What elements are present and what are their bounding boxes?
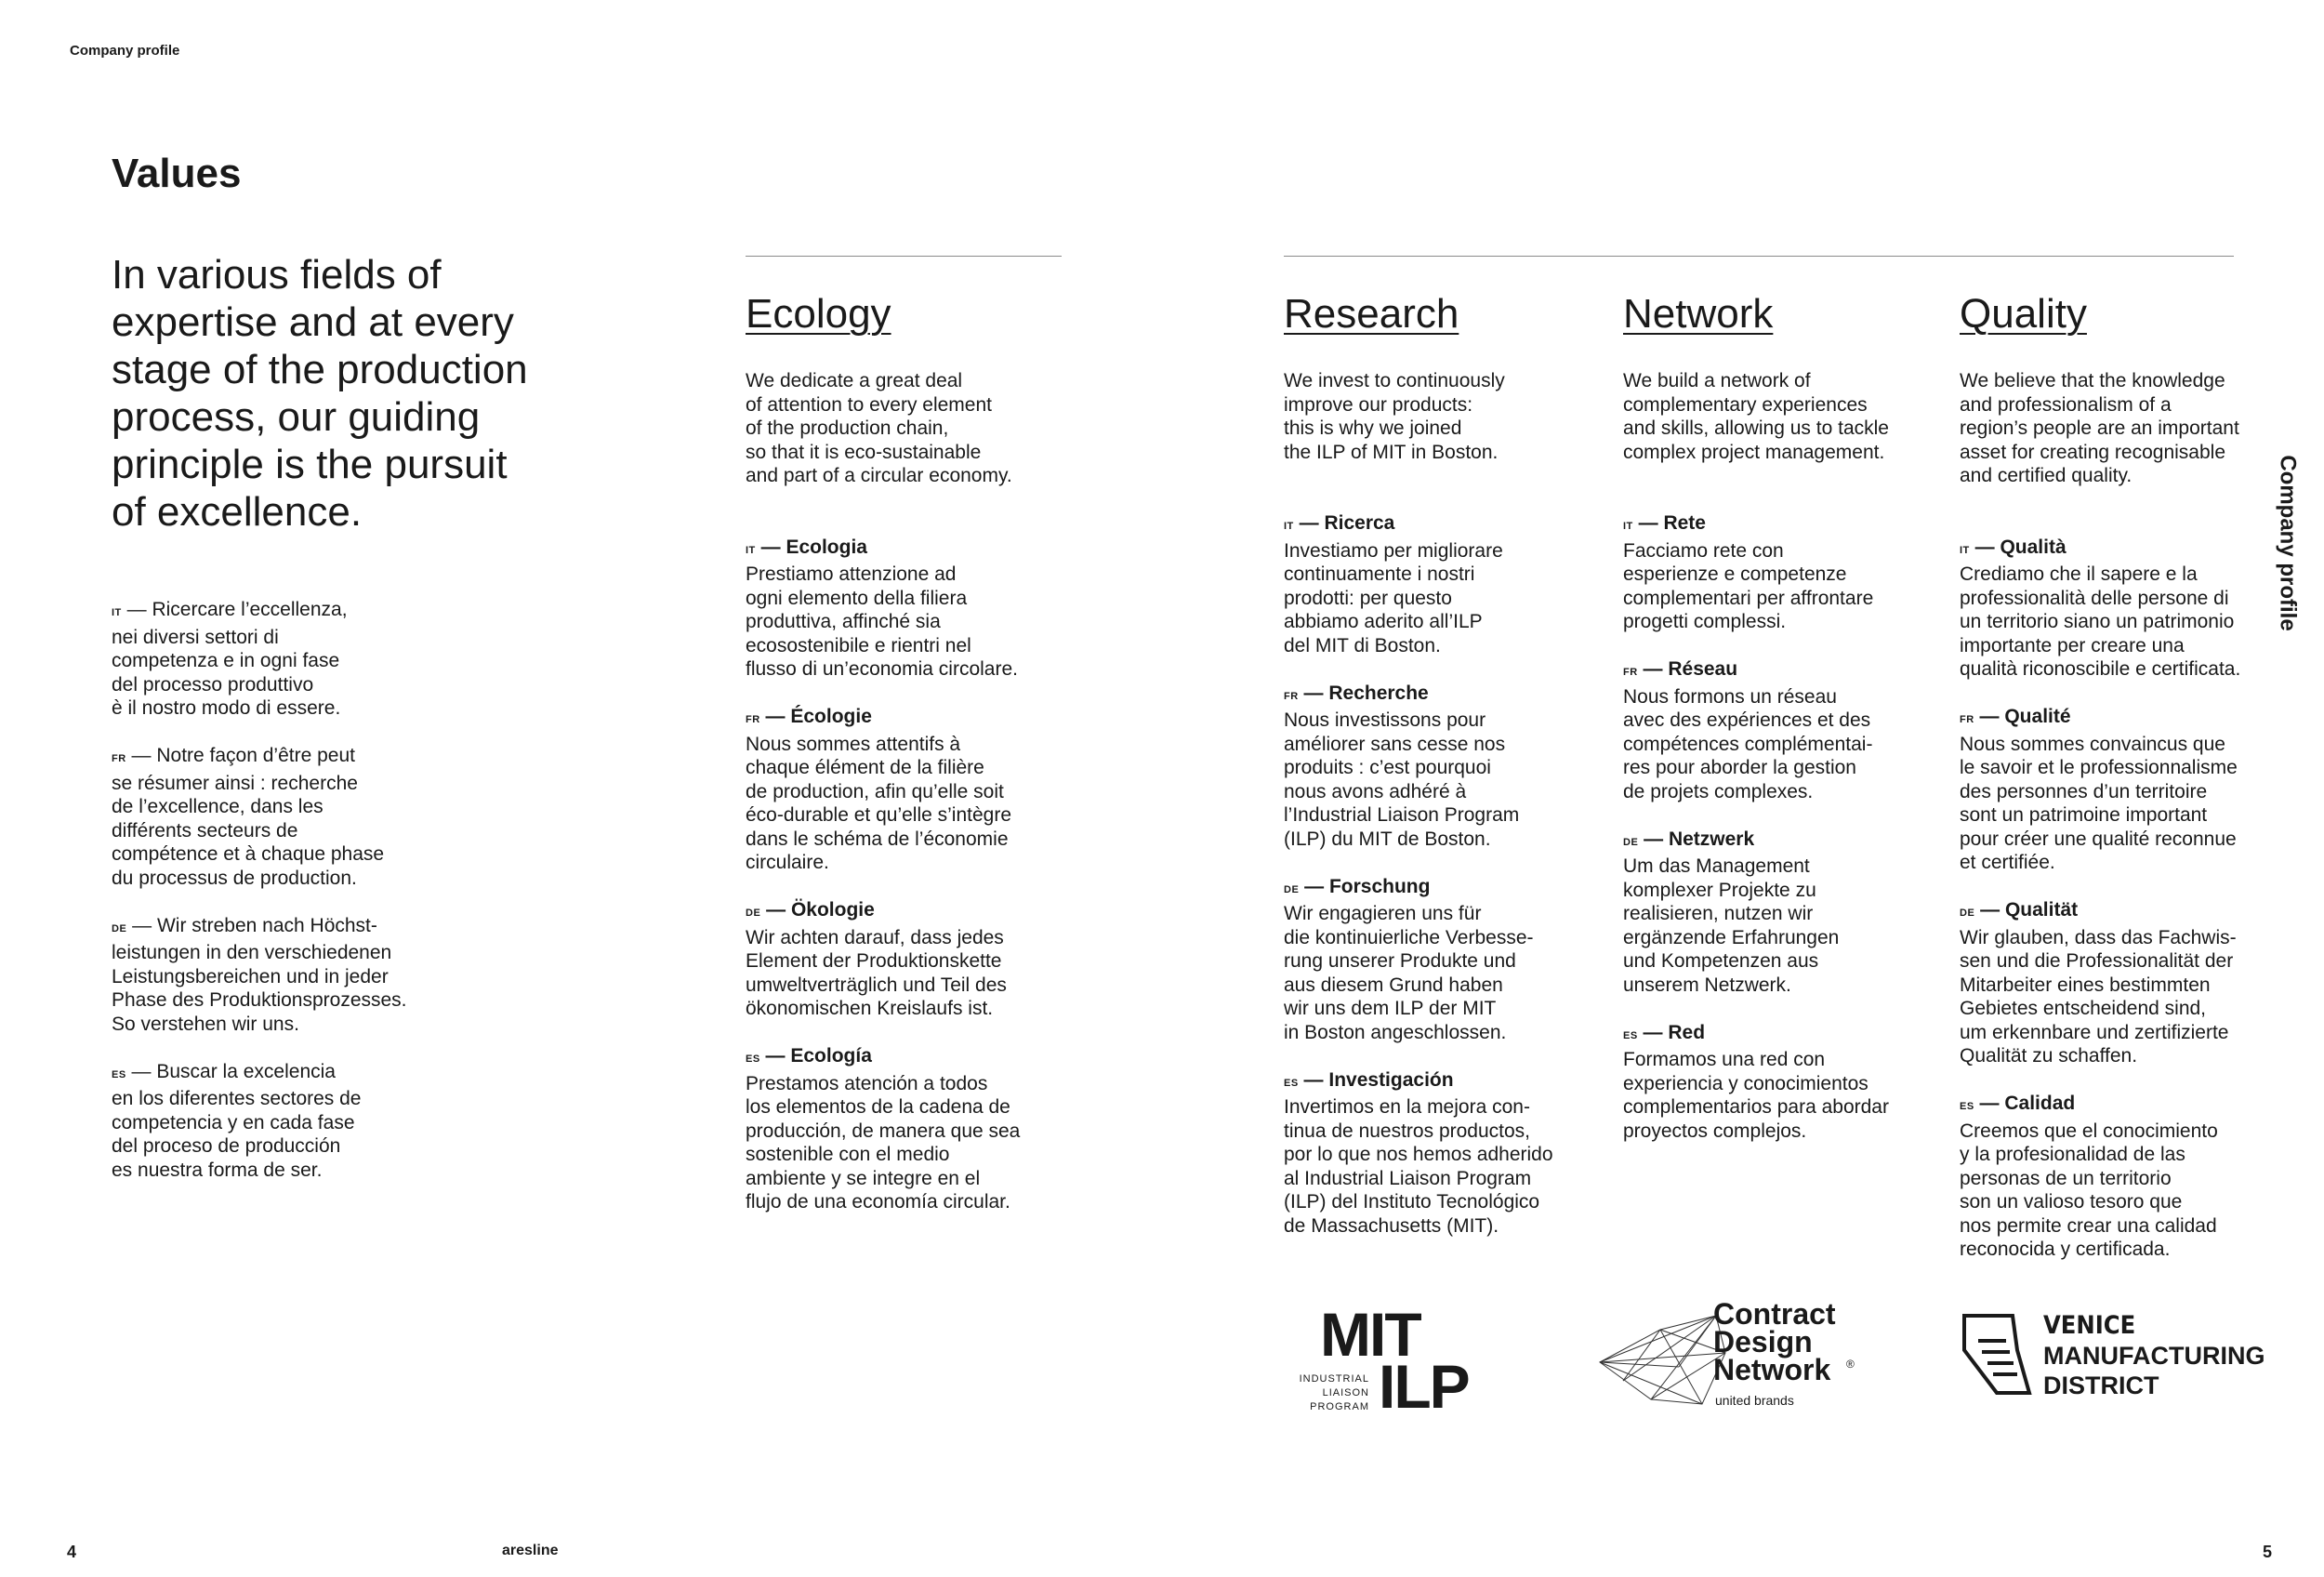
divider-values xyxy=(1284,256,2234,257)
mit-logo-text: MIT xyxy=(1320,1300,1420,1369)
venice-emblem-icon xyxy=(1961,1313,2032,1395)
mit-logo-small-3: PROGRAM xyxy=(1310,1401,1369,1412)
lang-text: Nous sommes attentifs à chaque élément de la filière de production, afin qu’elle soit éco-durable et qu’elle s’intègre dans le schéma de l’économie circulaire. xyxy=(746,733,1012,873)
lang-code: ES xyxy=(1623,1029,1638,1041)
lang-block-it xyxy=(1623,511,1939,634)
lang-block-it xyxy=(746,536,1062,682)
lang-code: IT xyxy=(112,607,122,618)
page-number-left: 4 xyxy=(67,1543,77,1561)
lang-heading: — Forschung xyxy=(1304,875,1431,897)
lang-code: FR xyxy=(1284,690,1299,702)
lang-code: DE xyxy=(1623,836,1639,848)
lang-block-es xyxy=(1284,1068,1600,1239)
lang-block-it xyxy=(1960,536,2280,682)
lang-heading: — Red xyxy=(1643,1021,1706,1043)
lang-text: Creemos que el conocimiento y la profesionalidad de las personas de un territorio son un valioso tesoro que nos permite crear una calidad reconocida y certificada. xyxy=(1960,1120,2218,1260)
lang-heading: — Netzwerk xyxy=(1644,828,1755,850)
lang-heading: — Qualità xyxy=(1974,536,2067,558)
column-title: Network xyxy=(1623,291,1774,337)
divider-ecology xyxy=(746,256,1062,257)
column-ecology xyxy=(746,291,1062,1238)
lang-code: FR xyxy=(746,714,760,725)
cdn-subtitle: united brands xyxy=(1715,1393,1794,1408)
brand-name: aresline xyxy=(502,1543,559,1558)
cdn-line-1: Contract xyxy=(1713,1297,1836,1331)
lang-code: IT xyxy=(1284,521,1294,532)
side-label: Company profile xyxy=(2275,455,2301,631)
lang-text: — Ricercare l’eccellenza, nei diversi settori di competenza e in ogni fase del processo produttivo è il nostro modo di essere. xyxy=(112,599,348,719)
column-description: We build a network of complementary experiences and skills, allowing us to tackle complex project management. xyxy=(1623,370,1889,463)
lang-text: Um das Management komplexer Projekte zu realisieren, nutzen wir ergänzende Erfahrungen und Kompetenzen aus unserem Netzwerk. xyxy=(1623,855,1840,996)
lang-text: Nous formons un réseau avec des expériences et des compétences complémentai- res pour aborder la gestion de projets complexes. xyxy=(1623,685,1873,802)
lang-code: FR xyxy=(1960,714,1974,725)
lang-text: Crediamo che il sapere e la professionalità delle persone di un territorio siano un patrimonio importante per creare una qualità riconoscibile e certificata. xyxy=(1960,563,2241,680)
column-network xyxy=(1623,291,1939,1167)
lang-text: Nous sommes convaincus que le savoir et le professionnalisme des personnes d’un territoire sont un patrimoine important pour créer une qualité reconnue et certifiée. xyxy=(1960,733,2238,873)
column-title: Quality xyxy=(1960,291,2087,337)
lang-code: IT xyxy=(1623,521,1633,532)
lang-heading: — Qualität xyxy=(1980,899,2079,921)
lang-text: — Notre façon d’être peut se résumer ainsi : recherche de l’excellence, dans les différents secteurs de compétence et à chaque phase du processus de production. xyxy=(112,745,385,889)
lang-text: — Buscar la excelencia en los diferentes sectores de competencia y en cada fase del proceso de producción es nuestra forma de ser. xyxy=(112,1060,362,1181)
lang-code: ES xyxy=(112,1068,126,1080)
vmd-line-2: MANUFACTURING xyxy=(2043,1342,2265,1370)
lang-text: Prestiamo attenzione ad ogni elemento della filiera produttiva, affinché sia ecosostenibile e rientri nel flusso di un’economia circolare. xyxy=(746,563,1018,680)
lang-heading: — Ricerca xyxy=(1299,512,1395,534)
lang-text: Investiamo per migliorare continuamente i nostri prodotti: per questo abbiamo aderito all’ILP del MIT di Boston. xyxy=(1284,539,1503,656)
column-description: We invest to continuously improve our products: this is why we joined the ILP of MIT in Boston. xyxy=(1284,370,1505,463)
mit-logo-small-1: INDUSTRIAL xyxy=(1299,1373,1369,1385)
mit-logo-small-2: LIAISON xyxy=(1322,1387,1369,1398)
lang-code: IT xyxy=(746,544,756,556)
venice-manufacturing-district-logo xyxy=(1961,1311,2265,1404)
lang-code: ES xyxy=(1284,1077,1299,1089)
column-description: We believe that the knowledge and professionalism of a region’s people are an important asset for creating recognisable and certified quality. xyxy=(1960,370,2239,486)
lang-block-es xyxy=(112,1060,521,1183)
lang-code: IT xyxy=(1960,544,1970,556)
vmd-line-3: DISTRICT xyxy=(2043,1372,2159,1399)
lang-code: DE xyxy=(1284,883,1300,895)
lang-text: — Wir streben nach Höchst- leistungen in den verschiedenen Leistungsbereichen und in jeder Phase des Produktionsprozesses. So verstehen wir uns. xyxy=(112,914,407,1035)
ilp-logo-text: ILP xyxy=(1379,1352,1469,1421)
lang-heading: — Recherche xyxy=(1303,682,1429,704)
header-label: Company profile xyxy=(70,43,180,59)
lang-heading: — Rete xyxy=(1638,512,1706,534)
lang-text: Wir engagieren uns für die kontinuierliche Verbesse- rung unserer Produkte und aus diesem Grund haben wir uns dem ILP der MIT in Boston angeschlossen. xyxy=(1284,903,1534,1043)
cdn-line-3: Network xyxy=(1713,1353,1831,1386)
lang-block-fr xyxy=(1623,657,1939,803)
lang-code: FR xyxy=(1623,667,1638,678)
lang-block-de xyxy=(1960,898,2280,1068)
lang-code: ES xyxy=(746,1054,760,1065)
intro-statement: In various fields of expertise and at every stage of the production process, our guiding principle is the pursuit of excellence. xyxy=(112,252,528,535)
lang-block-es xyxy=(1960,1092,2280,1262)
page-title: Values xyxy=(112,151,242,196)
column-research xyxy=(1284,291,1600,1262)
lang-text: Nous investissons pour améliorer sans cesse nos produits : c’est pourquoi nous avons adhéré à l’Industrial Liaison Program (ILP) du MIT de Boston. xyxy=(1284,709,1520,850)
left-languages xyxy=(112,598,521,1206)
lang-block-de xyxy=(1284,875,1600,1045)
lang-block-it xyxy=(1284,511,1600,657)
lang-block-de xyxy=(746,898,1062,1021)
lang-heading: — Ecologia xyxy=(760,536,867,558)
lang-code: DE xyxy=(112,922,127,934)
lang-text: Formamos una red con experiencia y conocimientos complementarios para abordar proyectos complejos. xyxy=(1623,1049,1889,1142)
lang-block-fr xyxy=(112,744,521,890)
lang-block-fr xyxy=(1284,682,1600,852)
column-description: We dedicate a great deal of attention to every element of the production chain, so that it is eco-sustainable and part of a circular economy. xyxy=(746,370,1012,486)
lang-block-it xyxy=(112,598,521,721)
cdn-registered: ® xyxy=(1846,1358,1855,1371)
lang-heading: — Qualité xyxy=(1979,706,2071,727)
lang-block-es xyxy=(746,1044,1062,1214)
mit-ilp-logo xyxy=(1281,1300,1481,1423)
lang-heading: — Investigación xyxy=(1303,1068,1454,1091)
vmd-line-1: VENICE xyxy=(2043,1311,2136,1340)
lang-block-es xyxy=(1623,1021,1939,1144)
lang-text: Wir achten darauf, dass jedes Element der Produktionskette umweltverträglich und Teil des ökonomischen Kreislaufs ist. xyxy=(746,926,1007,1019)
column-title: Ecology xyxy=(746,291,891,337)
lang-block-fr xyxy=(746,705,1062,875)
column-quality xyxy=(1960,291,2280,1285)
lang-text: Wir glauben, dass das Fachwis- sen und die Professionalität der Mitarbeiter eines bestimmten Gebietes entscheidend sind, um erkennbare und zertifizierte Qualität zu schaffen. xyxy=(1960,926,2237,1067)
column-title: Research xyxy=(1284,291,1459,337)
lang-block-fr xyxy=(1960,705,2280,875)
lang-text: Invertimos en la mejora con- tinua de nuestros productos, por lo que nos hemos adherido al Industrial Liaison Program (ILP) del Instituto Tecnológico de Massachusetts (MIT). xyxy=(1284,1096,1553,1237)
lang-heading: — Écologie xyxy=(765,706,872,727)
lang-block-de xyxy=(1623,828,1939,998)
lang-code: DE xyxy=(1960,908,1975,919)
lang-text: Prestamos atención a todos los elementos de la cadena de producción, de manera que sea sostenible con el medio ambiente y se integre en el flujo de una economía circular. xyxy=(746,1072,1021,1213)
lang-block-de xyxy=(112,914,521,1037)
contract-design-network-logo xyxy=(1595,1297,1865,1421)
page-number-right: 5 xyxy=(2263,1543,2273,1561)
lang-code: ES xyxy=(1960,1101,1974,1112)
lang-text: Facciamo rete con esperienze e competenze complementari per affrontare progetti complessi. xyxy=(1623,539,1874,632)
lang-heading: — Réseau xyxy=(1643,658,1738,680)
lang-code: DE xyxy=(746,908,761,919)
lang-heading: — Calidad xyxy=(1979,1093,2076,1114)
cdn-line-2: Design xyxy=(1713,1325,1813,1358)
lang-heading: — Ecología xyxy=(765,1045,872,1067)
lang-heading: — Ökologie xyxy=(766,899,875,921)
lang-code: FR xyxy=(112,753,126,764)
